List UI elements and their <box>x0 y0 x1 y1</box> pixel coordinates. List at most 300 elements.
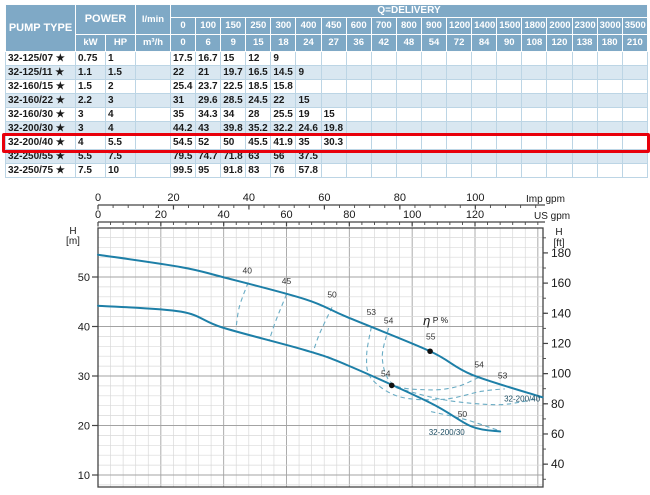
lmin-value: 1400 <box>472 18 497 35</box>
efficiency-label: 50 <box>327 289 337 300</box>
delivery-value-cell <box>321 80 346 94</box>
delivery-value-cell <box>497 150 522 164</box>
m3h-value: 0 <box>171 35 196 52</box>
delivery-value-cell <box>472 122 497 136</box>
delivery-value-cell <box>421 122 446 136</box>
efficiency-label: 53 <box>497 370 508 381</box>
lmin-value: 2000 <box>547 18 572 35</box>
delivery-value-cell <box>447 52 472 66</box>
hp-cell: 7.5 <box>106 150 136 164</box>
delivery-value-cell <box>472 150 497 164</box>
delivery-value-cell: 29.6 <box>196 94 221 108</box>
delivery-value-cell <box>622 80 647 94</box>
m3h-value: 15 <box>246 35 271 52</box>
h-ft-tick: 100 <box>551 366 572 381</box>
table-header <box>6 5 648 52</box>
delivery-value-cell <box>421 52 446 66</box>
delivery-value-cell: 34 <box>221 108 246 122</box>
delivery-value-cell <box>371 150 396 164</box>
delivery-value-cell <box>447 122 472 136</box>
lmin-value: 400 <box>296 18 321 35</box>
delivery-value-cell <box>321 66 346 80</box>
delivery-value-cell <box>622 94 647 108</box>
table-row[interactable] <box>6 136 648 150</box>
delivery-value-cell: 35.2 <box>246 122 271 136</box>
lmin-value: 300 <box>271 18 296 35</box>
delivery-value-cell <box>346 122 371 136</box>
h-m-tick: 20 <box>77 420 90 433</box>
pump-name-cell: 32-160/22 ★ <box>6 94 76 108</box>
h-m-tick: 30 <box>77 371 90 383</box>
delivery-value-cell <box>622 52 647 66</box>
delivery-value-cell <box>497 164 522 178</box>
hp-cell: 5.5 <box>106 136 136 150</box>
delivery-value-cell <box>622 136 647 150</box>
m3h-value: 120 <box>547 35 572 52</box>
delivery-value-cell <box>447 150 472 164</box>
lmin-value: 1500 <box>497 18 522 35</box>
performance-chart <box>0 180 650 490</box>
m3h-value: 54 <box>421 35 446 52</box>
m3h-value: 180 <box>597 35 622 52</box>
delivery-value-cell <box>472 94 497 108</box>
delivery-value-cell <box>522 80 547 94</box>
efficiency-contour-50 <box>313 307 332 352</box>
kw-cell: 3 <box>76 108 106 122</box>
delivery-value-cell <box>522 136 547 150</box>
h-ft-axis-name: H <box>555 227 563 238</box>
delivery-value-cell: 22 <box>271 94 296 108</box>
delivery-value-cell <box>447 94 472 108</box>
delivery-value-cell: 15 <box>296 94 321 108</box>
delivery-value-cell <box>572 108 597 122</box>
delivery-value-cell <box>371 52 396 66</box>
delivery-value-cell <box>497 94 522 108</box>
delivery-value-cell <box>597 150 622 164</box>
delivery-value-cell <box>447 136 472 150</box>
delivery-value-cell <box>371 108 396 122</box>
pump-name-cell: 32-200/30 ★ <box>6 122 76 136</box>
delivery-value-cell: 45.5 <box>246 136 271 150</box>
imp-gpm-tick: 0 <box>94 192 102 204</box>
delivery-value-cell <box>447 66 472 80</box>
delivery-value-cell: 18.5 <box>246 80 271 94</box>
delivery-value-cell <box>597 136 622 150</box>
delivery-value-cell: 56 <box>271 150 296 164</box>
delivery-value-cell <box>572 80 597 94</box>
hp-cell: 4 <box>106 122 136 136</box>
lmin-value: 0 <box>171 18 196 35</box>
kw-cell: 1.5 <box>76 80 106 94</box>
delivery-value-cell: 83 <box>246 164 271 178</box>
h-ft-tick: 40 <box>551 457 565 472</box>
efficiency-label: 53 <box>366 307 377 318</box>
delivery-value-cell <box>547 94 572 108</box>
curve-name-label: 32-200/40 <box>504 394 541 404</box>
delivery-value-cell: 31 <box>171 94 196 108</box>
delivery-value-cell: 9 <box>271 52 296 66</box>
h-m-axis-name: H <box>69 226 77 237</box>
delivery-value-cell <box>522 122 547 136</box>
m3h-value: 48 <box>396 35 421 52</box>
delivery-value-cell <box>472 136 497 150</box>
imp-gpm-tick: 20 <box>167 192 180 204</box>
m3h-value: 27 <box>321 35 346 52</box>
delivery-value-cell: 99.5 <box>171 164 196 178</box>
lmin-value: 700 <box>371 18 396 35</box>
kw-cell: 2.2 <box>76 94 106 108</box>
delivery-value-cell <box>421 136 446 150</box>
delivery-value-cell: 28 <box>246 108 271 122</box>
delivery-value-cell: 19.8 <box>321 122 346 136</box>
delivery-value-cell: 9 <box>296 66 321 80</box>
kw-cell: 0.75 <box>76 52 106 66</box>
delivery-value-cell: 21 <box>196 66 221 80</box>
delivery-value-cell <box>346 52 371 66</box>
delivery-value-cell <box>572 66 597 80</box>
delivery-value-cell <box>472 66 497 80</box>
lmin-value: 450 <box>321 18 346 35</box>
delivery-value-cell <box>396 150 421 164</box>
delivery-value-cell <box>547 136 572 150</box>
delivery-value-cell: 74.7 <box>196 150 221 164</box>
lmin-value: 800 <box>396 18 421 35</box>
delivery-value-cell <box>597 108 622 122</box>
unit-spacer-cell <box>136 150 171 164</box>
h-ft-tick: 120 <box>551 336 572 351</box>
delivery-value-cell: 19 <box>296 108 321 122</box>
m3h-value: 36 <box>346 35 371 52</box>
delivery-value-cell: 71.8 <box>221 150 246 164</box>
lmin-value: 2300 <box>572 18 597 35</box>
pump-curve-chart <box>0 180 650 490</box>
us-gpm-tick: 80 <box>343 209 356 221</box>
pump-type-header: PUMP TYPE <box>6 5 76 52</box>
delivery-value-cell <box>346 150 371 164</box>
delivery-value-cell <box>421 66 446 80</box>
delivery-value-cell <box>547 52 572 66</box>
unit-spacer-cell <box>136 52 171 66</box>
hp-cell: 1 <box>106 52 136 66</box>
delivery-value-cell <box>547 122 572 136</box>
us-gpm-axis-label: US gpm <box>534 211 571 222</box>
efficiency-contour-40 <box>236 282 248 329</box>
imp-gpm-tick: 80 <box>393 192 406 204</box>
delivery-value-cell <box>622 108 647 122</box>
m3h-value: 138 <box>572 35 597 52</box>
delivery-value-cell <box>447 80 472 94</box>
hp-cell: 4 <box>106 108 136 122</box>
hp-cell: 10 <box>106 164 136 178</box>
kw-cell: 1.1 <box>76 66 106 80</box>
delivery-value-cell <box>472 80 497 94</box>
m3h-value: 18 <box>271 35 296 52</box>
delivery-value-cell: 39.8 <box>221 122 246 136</box>
hp-cell: 1.5 <box>106 66 136 80</box>
delivery-value-cell <box>321 150 346 164</box>
efficiency-label: 54 <box>381 368 391 379</box>
delivery-value-cell: 28.5 <box>221 94 246 108</box>
m3h-value: 9 <box>221 35 246 52</box>
delivery-value-cell: 22.5 <box>221 80 246 94</box>
m3h-value: 6 <box>196 35 221 52</box>
delivery-value-cell <box>371 66 396 80</box>
lmin-value: 100 <box>196 18 221 35</box>
delivery-value-cell: 12 <box>246 52 271 66</box>
delivery-value-cell: 32.2 <box>271 122 296 136</box>
delivery-value-cell <box>522 52 547 66</box>
delivery-value-cell: 34.3 <box>196 108 221 122</box>
efficiency-label: 40 <box>242 265 252 276</box>
delivery-value-cell <box>396 80 421 94</box>
table-row[interactable] <box>6 66 648 80</box>
pump-name-cell: 32-125/11 ★ <box>6 66 76 80</box>
delivery-value-cell <box>371 164 396 178</box>
unit-spacer-cell <box>136 108 171 122</box>
delivery-value-cell <box>572 94 597 108</box>
delivery-value-cell: 16.5 <box>246 66 271 80</box>
delivery-value-cell: 22 <box>171 66 196 80</box>
delivery-value-cell: 15 <box>221 52 246 66</box>
table-row[interactable] <box>6 52 648 66</box>
table-row[interactable] <box>6 164 648 178</box>
imp-gpm-tick: 100 <box>466 192 485 204</box>
lmin-value: 900 <box>421 18 446 35</box>
pump-spec-table <box>5 4 648 178</box>
delivery-value-cell <box>497 80 522 94</box>
pump-name-cell: 32-125/07 ★ <box>6 52 76 66</box>
delivery-value-cell <box>296 80 321 94</box>
imp-gpm-axis-label: Imp gpm <box>526 194 565 205</box>
delivery-value-cell <box>497 108 522 122</box>
h-ft-tick: 60 <box>551 426 565 441</box>
delivery-value-cell <box>597 52 622 66</box>
delivery-value-cell <box>371 80 396 94</box>
delivery-value-cell: 95 <box>196 164 221 178</box>
delivery-value-cell <box>597 164 622 178</box>
hp-header: HP <box>106 35 136 52</box>
delivery-value-cell <box>572 164 597 178</box>
m3h-value: 24 <box>296 35 321 52</box>
delivery-value-cell <box>346 136 371 150</box>
delivery-value-cell: 76 <box>271 164 296 178</box>
delivery-value-cell <box>346 80 371 94</box>
hp-cell: 3 <box>106 94 136 108</box>
delivery-value-cell <box>396 136 421 150</box>
delivery-value-cell <box>421 80 446 94</box>
m3h-value: 72 <box>447 35 472 52</box>
pump-name-cell: 32-250/75 ★ <box>6 164 76 178</box>
table-row[interactable] <box>6 94 648 108</box>
delivery-value-cell: 44.2 <box>171 122 196 136</box>
delivery-value-cell <box>497 52 522 66</box>
table-row[interactable] <box>6 108 648 122</box>
delivery-value-cell: 35 <box>296 136 321 150</box>
h-ft-axis-unit: [ft] <box>553 238 565 249</box>
kw-cell: 7.5 <box>76 164 106 178</box>
lmin-unit-header: l/min <box>136 5 171 35</box>
delivery-value-cell <box>572 150 597 164</box>
delivery-value-cell <box>396 164 421 178</box>
delivery-value-cell <box>497 122 522 136</box>
efficiency-contour-45 <box>269 294 286 340</box>
delivery-value-cell: 24.5 <box>246 94 271 108</box>
delivery-value-cell <box>472 164 497 178</box>
unit-spacer-cell <box>136 80 171 94</box>
m3h-value: 108 <box>522 35 547 52</box>
h-ft-tick: 140 <box>551 306 572 321</box>
q-delivery-header: Q=DELIVERY <box>171 5 648 18</box>
m3h-value: 42 <box>371 35 396 52</box>
delivery-value-cell: 54.5 <box>171 136 196 150</box>
lmin-value: 1200 <box>447 18 472 35</box>
table-row[interactable] <box>6 150 648 164</box>
delivery-value-cell <box>396 122 421 136</box>
us-gpm-tick: 40 <box>217 209 230 221</box>
power-header: POWER <box>76 5 136 35</box>
delivery-value-cell <box>522 150 547 164</box>
delivery-value-cell <box>346 164 371 178</box>
delivery-value-cell: 14.5 <box>271 66 296 80</box>
table-body <box>6 52 648 178</box>
delivery-value-cell <box>396 94 421 108</box>
us-gpm-tick: 0 <box>94 209 102 221</box>
imp-gpm-tick: 40 <box>242 192 256 204</box>
delivery-value-cell <box>421 164 446 178</box>
us-gpm-tick: 20 <box>154 209 167 221</box>
delivery-value-cell <box>572 122 597 136</box>
delivery-value-cell <box>597 80 622 94</box>
delivery-value-cell: 35 <box>171 108 196 122</box>
h-m-tick: 40 <box>77 321 90 334</box>
delivery-value-cell: 15 <box>321 108 346 122</box>
delivery-value-cell <box>597 94 622 108</box>
h-m-axis-unit: [m] <box>66 236 80 247</box>
delivery-value-cell <box>597 122 622 136</box>
delivery-value-cell <box>371 122 396 136</box>
delivery-value-cell: 25.5 <box>271 108 296 122</box>
delivery-value-cell <box>622 122 647 136</box>
delivery-value-cell <box>421 150 446 164</box>
delivery-value-cell: 79.5 <box>171 150 196 164</box>
delivery-value-cell <box>346 108 371 122</box>
delivery-value-cell <box>597 66 622 80</box>
delivery-value-cell <box>472 52 497 66</box>
delivery-value-cell <box>421 94 446 108</box>
unit-spacer-cell <box>136 66 171 80</box>
lmin-value: 3500 <box>622 18 647 35</box>
table-row[interactable] <box>6 80 648 94</box>
kw-cell: 5.5 <box>76 150 106 164</box>
delivery-value-cell: 23.7 <box>196 80 221 94</box>
delivery-value-cell <box>396 108 421 122</box>
delivery-value-cell: 41.9 <box>271 136 296 150</box>
delivery-value-cell <box>522 94 547 108</box>
m3h-unit-header: m³/h <box>136 35 171 52</box>
pump-name-cell: 32-200/40 ★ <box>6 136 76 150</box>
us-gpm-tick: 60 <box>280 209 293 221</box>
unit-spacer-cell <box>136 94 171 108</box>
delivery-value-cell: 37.5 <box>296 150 321 164</box>
delivery-value-cell <box>522 164 547 178</box>
delivery-value-cell <box>346 66 371 80</box>
delivery-value-cell: 43 <box>196 122 221 136</box>
delivery-value-cell <box>572 52 597 66</box>
delivery-value-cell <box>547 80 572 94</box>
unit-spacer-cell <box>136 136 171 150</box>
h-ft-tick: 160 <box>551 276 572 291</box>
delivery-value-cell: 25.4 <box>171 80 196 94</box>
delivery-value-cell <box>447 164 472 178</box>
efficiency-label: 50 <box>457 409 468 420</box>
delivery-value-cell <box>547 164 572 178</box>
kw-header: kW <box>76 35 106 52</box>
delivery-value-cell <box>497 136 522 150</box>
delivery-value-cell <box>371 94 396 108</box>
curve-name-label: 32-200/30 <box>428 427 465 437</box>
lmin-value: 600 <box>346 18 371 35</box>
pump-name-cell: 32-160/15 ★ <box>6 80 76 94</box>
h-m-tick: 50 <box>77 272 90 284</box>
delivery-value-cell <box>421 108 446 122</box>
delivery-value-cell <box>522 108 547 122</box>
h-m-tick: 10 <box>77 470 90 482</box>
efficiency-label: 54 <box>474 359 484 370</box>
delivery-value-cell: 19.7 <box>221 66 246 80</box>
delivery-value-cell <box>396 52 421 66</box>
unit-spacer-cell <box>136 164 171 178</box>
h-ft-tick: 80 <box>551 396 565 411</box>
hp-cell: 2 <box>106 80 136 94</box>
table-row[interactable] <box>6 122 648 136</box>
delivery-value-cell <box>547 66 572 80</box>
delivery-value-cell <box>321 52 346 66</box>
delivery-value-cell: 16.7 <box>196 52 221 66</box>
lmin-value: 150 <box>221 18 246 35</box>
delivery-value-cell <box>296 52 321 66</box>
efficiency-label: 45 <box>281 275 292 286</box>
delivery-value-cell: 91.8 <box>221 164 246 178</box>
m3h-value: 84 <box>472 35 497 52</box>
delivery-value-cell <box>447 108 472 122</box>
us-gpm-tick: 120 <box>465 209 485 221</box>
delivery-value-cell <box>547 150 572 164</box>
m3h-value: 210 <box>622 35 647 52</box>
delivery-value-cell: 63 <box>246 150 271 164</box>
delivery-value-cell: 15.8 <box>271 80 296 94</box>
efficiency-label: 54 <box>383 315 394 326</box>
delivery-value-cell <box>321 94 346 108</box>
efficiency-label: 55 <box>425 331 436 342</box>
kw-cell: 4 <box>76 136 106 150</box>
delivery-value-cell <box>472 108 497 122</box>
delivery-value-cell <box>371 136 396 150</box>
pump-name-cell: 32-160/30 ★ <box>6 108 76 122</box>
delivery-value-cell: 50 <box>221 136 246 150</box>
kw-cell: 3 <box>76 122 106 136</box>
delivery-value-cell: 30.3 <box>321 136 346 150</box>
delivery-value-cell <box>346 94 371 108</box>
us-gpm-tick: 100 <box>402 209 422 221</box>
delivery-value-cell <box>321 164 346 178</box>
delivery-value-cell: 52 <box>196 136 221 150</box>
delivery-value-cell <box>622 164 647 178</box>
lmin-value: 3000 <box>597 18 622 35</box>
m3h-value: 90 <box>497 35 522 52</box>
delivery-value-cell <box>522 66 547 80</box>
delivery-value-cell <box>396 66 421 80</box>
delivery-value-cell <box>547 108 572 122</box>
